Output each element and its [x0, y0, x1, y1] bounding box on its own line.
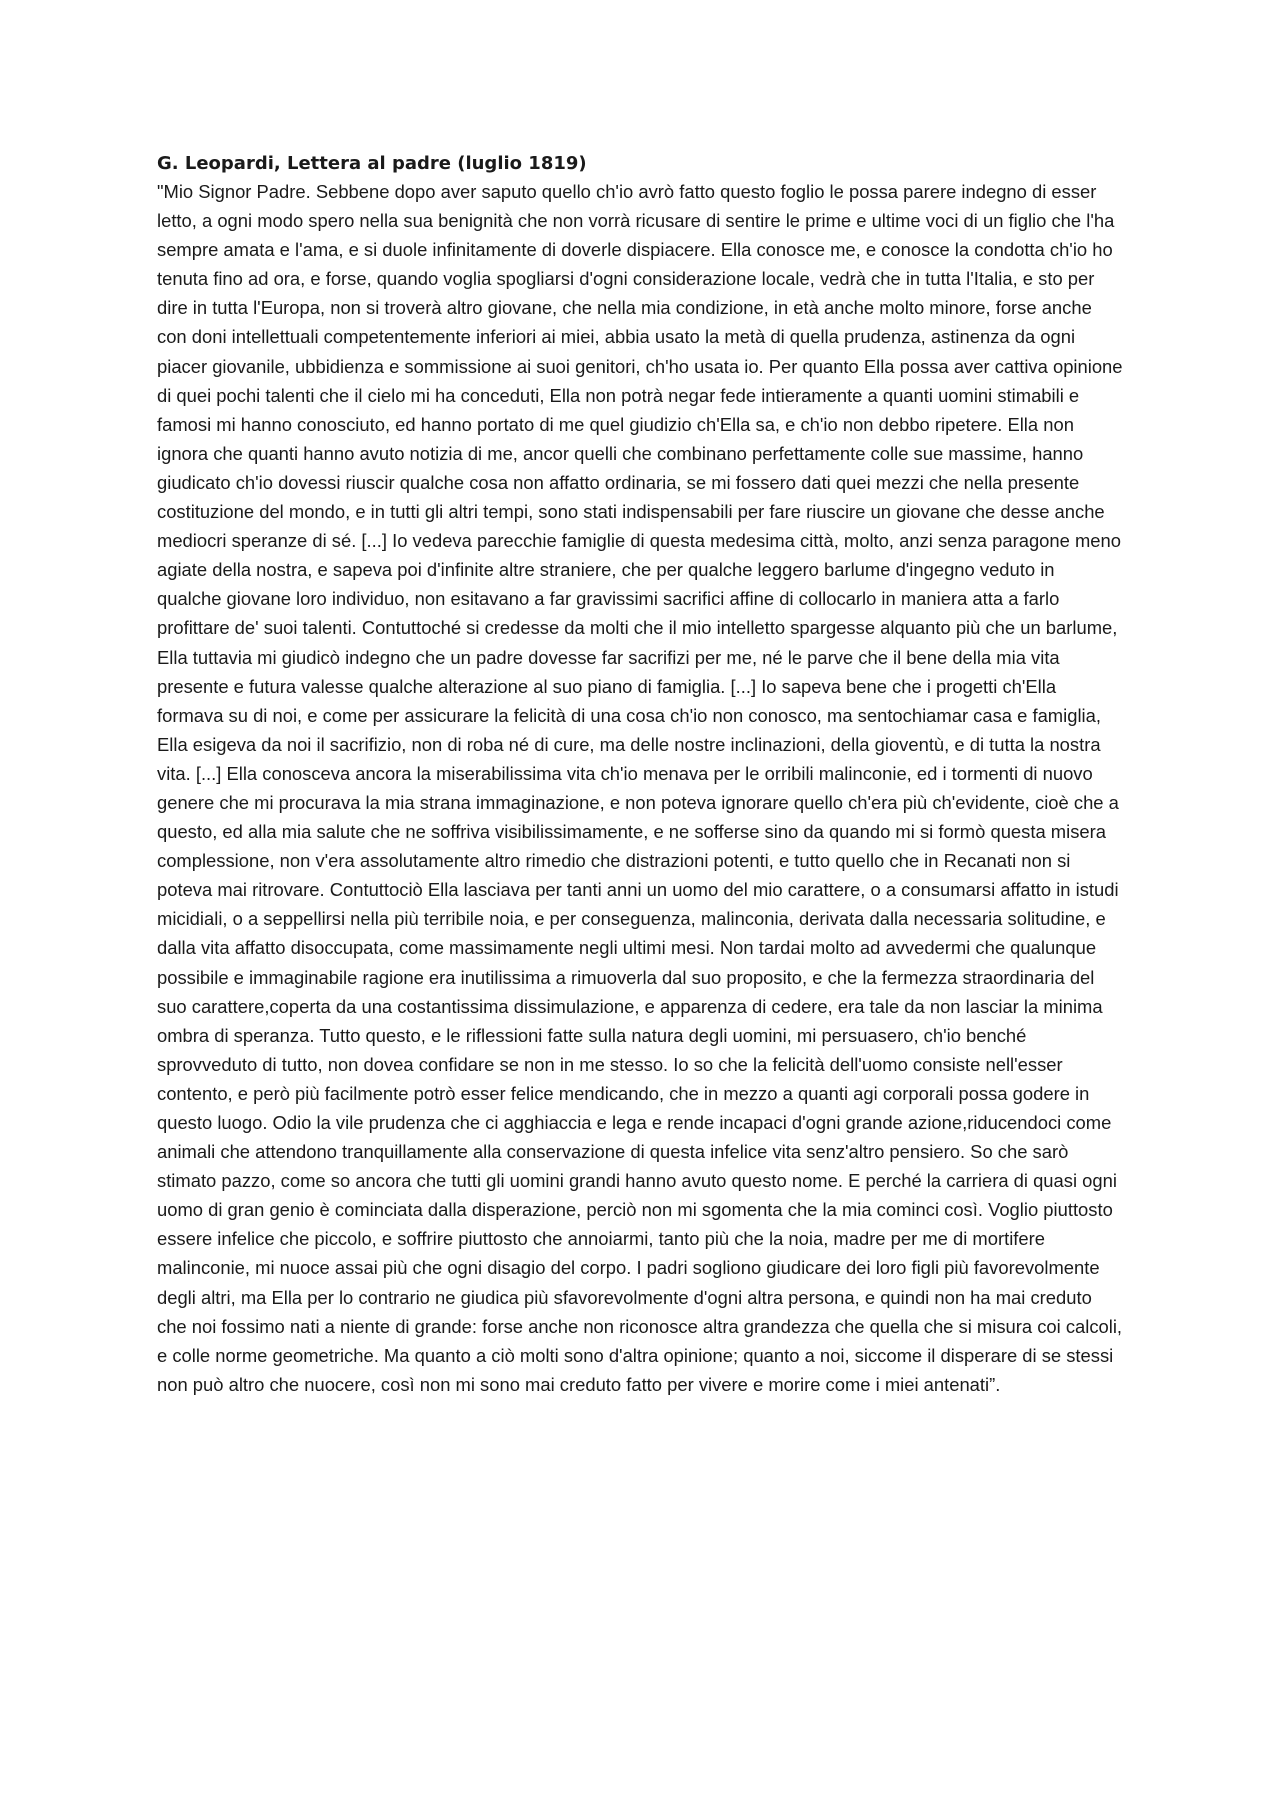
document-title: G. Leopardi, Lettera al padre (luglio 1819) [157, 153, 587, 174]
document-content [157, 150, 1123, 1399]
letter-body: "Mio Signor Padre. Sebbene dopo aver saputo quello ch'io avrò fatto questo foglio le possa parere indegno di esser letto, a ogni modo spero nella sua benignità che non vorrà ricusare di sentire le prime e ultime voci di un figlio che l'ha sempre amata e l'ama, e si duole infinitamente di doverle dispiacere. Ella conosce me, e conosce la condotta ch'io ho tenuta fino ad ora, e forse, quando voglia spogliarsi d'ogni considerazione locale, vedrà che in tutta l'Italia, e sto per dire in tutta l'Europa, non si troverà altro giovane, che nella mia condizione, in età anche molto minore, forse anche con doni intellettuali competentemente inferiori ai miei, abbia usato la metà di quella prudenza, astinenza da ogni piacer giovanile, ubbidienza e sommissione ai suoi genitori, ch'ho usata io. Per quanto Ella possa aver cattiva opinione di quei pochi talenti che il cielo mi ha conceduti, Ella non potrà negar fede intieramente a quanti uomini stimabili e famosi mi hanno conosciuto, ed hanno portato di me quel giudizio ch'Ella sa, e ch'io non debbo ripetere. Ella non ignora che quanti hanno avuto notizia di me, ancor quelli che combinano perfettamente colle sue massime, hanno giudicato ch'io dovessi riuscir qualche cosa non affatto ordinaria, se mi fossero dati quei mezzi che nella presente costituzione del mondo, e in tutti gli altri tempi, sono stati indispensabili per fare riuscire un giovane che desse anche mediocri speranze di sé. [...] Io vedeva parecchie famiglie di questa medesima città, molto, anzi senza paragone meno agiate della nostra, e sapeva poi d'infinite altre straniere, che per qualche leggero barlume d'ingegno veduto in qualche giovane loro individuo, non esitavano a far gravissimi sacrifici affine di collocarlo in maniera atta a farlo profittare de' suoi talenti. Contuttoché si credesse da molti che il mio intelletto spargesse alquanto più che un barlume, Ella tuttavia mi giudicò indegno che un padre dovesse far sacrifizi per me, né le parve che il bene della mia vita presente e futura valesse qualche alterazione al suo piano di famiglia. [...] Io sapeva bene che i progetti ch'Ella formava su di noi, e come per assicurare la felicità di una cosa ch'io non conosco, ma sentochiamar casa e famiglia, Ella esigeva da noi il sacrifizio, non di roba né di cure, ma delle nostre inclinazioni, della gioventù, e di tutta la nostra vita. [...] Ella conosceva ancora la miserabilissima vita ch'io menava per le orribili malinconie, ed i tormenti di nuovo genere che mi procurava la mia strana immaginazione, e non poteva ignorare quello ch'era più ch'evidente, cioè che a questo, ed alla mia salute che ne soffriva visibilissimamente, e ne sofferse sino da quando mi si formò questa misera complessione, non v'era assolutamente altro rimedio che distrazioni potenti, e tutto quello che in Recanati non si poteva mai ritrovare. Contuttociò Ella lasciava per tanti anni un uomo del mio carattere, o a consumarsi affatto in istudi micidiali, o a seppellirsi nella più terribile noia, e per conseguenza, malinconia, derivata dalla necessaria solitudine, e dalla vita affatto disoccupata, come massimamente negli ultimi mesi. Non tardai molto ad avvedermi che qualunque possibile e immaginabile ragione era inutilissima a rimuoverla dal suo proposito, e che la fermezza straordinaria del suo carattere,coperta da una costantissima dissimulazione, e apparenza di cedere, era tale da non lasciar la minima ombra di speranza. Tutto questo, e le riflessioni fatte sulla natura degli uomini, mi persuasero, ch'io benché sprovveduto di tutto, non dovea confidare se non in me stesso. Io so che la felicità dell'uomo consiste nell'esser contento, e però più facilmente potrò esser felice mendicando, che in mezzo a quanti agi corporali possa godere in questo luogo. Odio la vile prudenza che ci agghiaccia e lega e rende incapaci d'ogni grande azione,riducendoci come animali che attendono tranquillamente alla conservazione di questa infelice vita senz'altro pensiero. So che sarò stimato pazzo, come so ancora che tutti gli uomini grandi hanno avuto questo nome. E perché la carriera di quasi ogni uomo di gran genio è cominciata dalla disperazione, perciò non mi sgomenta che la mia cominci così. Voglio piuttosto essere infelice che piccolo, e soffrire piuttosto che annoiarmi, tanto più che la noia, madre per me di mortifere malinconie, mi nuoce assai più che ogni disagio del corpo. I padri sogliono giudicare dei loro figli più favorevolmente degli altri, ma Ella per lo contrario ne giudica più sfavorevolmente d'ogni altra persona, e quindi non ha mai creduto che noi fossimo nati a niente di grande: forse anche non riconosce altra grandezza che quella che si misura coi calcoli, e colle norme geometriche. Ma quanto a ciò molti sono d'altra opinione; quanto a noi, siccome il disperare di se stessi non può altro che nuocere, così non mi sono mai creduto fatto per vivere e morire come i miei antenati”. [157, 181, 1123, 1395]
